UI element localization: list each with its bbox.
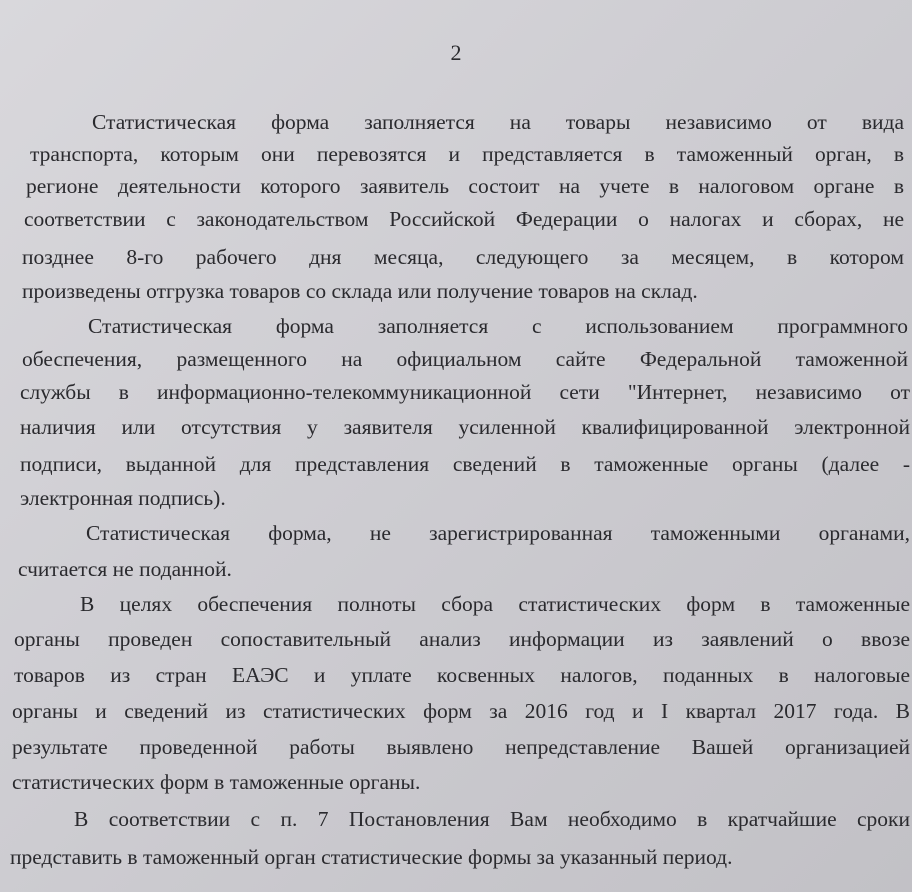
text-line: службы в информационно-телекоммуникационной сети "Интернет, независимо от <box>20 380 910 404</box>
text-line: электронная подпись). <box>20 486 226 510</box>
text-line: Статистическая форма заполняется на товары независимо от вида <box>92 110 904 134</box>
text-line: соответствии с законодательством Российской Федерации о налогах и сборах, не <box>24 207 904 231</box>
text-line: представить в таможенный орган статистические формы за указанный период. <box>10 845 733 869</box>
text-line: В целях обеспечения полноты сбора статистических форм в таможенные <box>80 592 910 616</box>
text-line: органы и сведений из статистических форм за 2016 год и I квартал 2017 года. В <box>12 699 910 723</box>
text-line: товаров из стран ЕАЭС и уплате косвенных налогов, поданных в налоговые <box>14 663 910 687</box>
text-line: Статистическая форма заполняется с использованием программного <box>88 314 908 338</box>
text-line: транспорта, которым они перевозятся и представляется в таможенный орган, в <box>30 142 904 166</box>
text-line: произведены отгрузка товаров со склада или получение товаров на склад. <box>22 279 698 303</box>
text-line: считается не поданной. <box>18 557 232 581</box>
text-line: регионе деятельности которого заявитель состоит на учете в налоговом органе в <box>26 174 904 198</box>
text-line: позднее 8-го рабочего дня месяца, следующего за месяцем, в котором <box>22 245 904 269</box>
text-line: Статистическая форма, не зарегистрированная таможенными органами, <box>86 521 910 545</box>
text-line: обеспечения, размещенного на официальном сайте Федеральной таможенной <box>22 347 908 371</box>
text-line: статистических форм в таможенные органы. <box>12 770 421 794</box>
text-line: наличия или отсутствия у заявителя усиленной квалифицированной электронной <box>20 415 910 439</box>
text-line: В соответствии с п. 7 Постановления Вам необходимо в кратчайшие сроки <box>74 807 910 831</box>
text-line: подписи, выданной для представления сведений в таможенные органы (далее - <box>20 452 910 476</box>
page-number: 2 <box>450 40 462 65</box>
text-line: результате проведенной работы выявлено непредставление Вашей организацией <box>12 735 910 759</box>
text-line: органы проведен сопоставительный анализ информации из заявлений о ввозе <box>14 627 910 651</box>
